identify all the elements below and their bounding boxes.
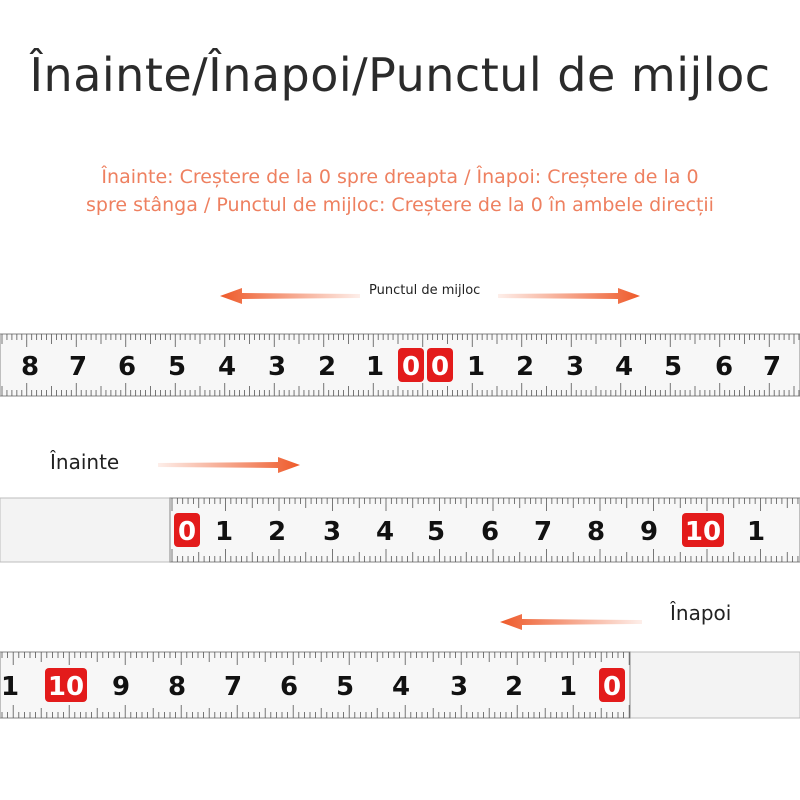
tape-number: 2 — [317, 352, 337, 382]
tape-number: 3 — [565, 352, 585, 382]
tape-number: 4 — [217, 352, 237, 382]
tape-number: 0 — [177, 517, 197, 547]
tape-number: 7 — [762, 352, 782, 382]
tape-number: 8 — [586, 517, 606, 547]
tape-number: 4 — [375, 517, 395, 547]
tape-number: 8 — [20, 352, 40, 382]
tape-number: 5 — [167, 352, 187, 382]
forward-arrow-icon — [158, 457, 300, 473]
tape-number: 5 — [335, 672, 355, 702]
tape-number: 6 — [117, 352, 137, 382]
midpoint-tape — [0, 333, 800, 397]
tape-number: 1 — [214, 517, 234, 547]
tape-number: 1 — [746, 517, 766, 547]
forward-tape — [0, 497, 800, 563]
tape-number: 7 — [223, 672, 243, 702]
tape-number: 6 — [480, 517, 500, 547]
page-title: Înainte/Înapoi/Punctul de mijloc — [29, 48, 771, 102]
tape-number: 1 — [558, 672, 578, 702]
tape-number: 7 — [68, 352, 88, 382]
tape-number: 10 — [684, 517, 722, 547]
tape-number: 3 — [449, 672, 469, 702]
forward-label: Înainte — [50, 450, 120, 474]
tape-number: 9 — [111, 672, 131, 702]
backward-label: Înapoi — [670, 601, 732, 625]
tape-number: 2 — [267, 517, 287, 547]
tape-number: 9 — [639, 517, 659, 547]
tape-number: 4 — [391, 672, 411, 702]
tape-number: 2 — [515, 352, 535, 382]
tape-body — [0, 652, 630, 718]
page-subtitle — [40, 163, 760, 219]
tape-number: 0 — [401, 352, 421, 382]
tape-number: 4 — [614, 352, 634, 382]
tape-number: 10 — [47, 672, 85, 702]
subtitle-line-1: Înainte: Creștere de la 0 spre dreapta / Înapoi: Creștere de la 0 — [101, 166, 699, 188]
right-arrow-icon — [498, 288, 640, 304]
backward-arrow-icon — [500, 614, 642, 630]
subtitle-line-2: spre stânga / Punctul de mijloc: Creștere de la 0 în ambele direcții — [86, 194, 714, 216]
left-arrow-icon — [220, 288, 360, 304]
tape-number: 7 — [533, 517, 553, 547]
tape-number: 3 — [322, 517, 342, 547]
tape-number: 1 — [466, 352, 486, 382]
tape-number: 0 — [430, 352, 450, 382]
tape-number: 2 — [504, 672, 524, 702]
tape-number: 5 — [426, 517, 446, 547]
backward-tape — [0, 651, 800, 719]
tape-blank-end — [0, 498, 170, 562]
midpoint-label: Punctul de mijloc — [369, 283, 481, 298]
tape-number: 1 — [365, 352, 385, 382]
tape-number: 5 — [663, 352, 683, 382]
tape-number: 6 — [714, 352, 734, 382]
tape-number: 3 — [267, 352, 287, 382]
tape-number: 8 — [167, 672, 187, 702]
tape-blank-end — [630, 652, 800, 718]
tape-number: 1 — [0, 672, 20, 702]
tape-number: 0 — [602, 672, 622, 702]
tape-number: 6 — [279, 672, 299, 702]
